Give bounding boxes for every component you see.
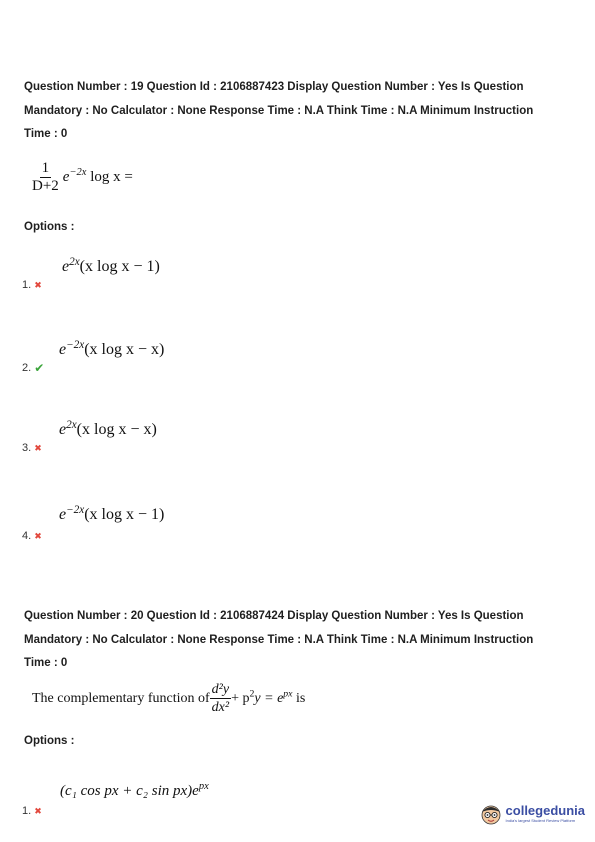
q20-fraction bbox=[210, 681, 231, 716]
q20-text-end: is bbox=[292, 690, 306, 706]
q19-option-2-number: 2. bbox=[22, 362, 32, 374]
q19-option-4[interactable] bbox=[22, 530, 42, 542]
q19-expr-rest: log x = bbox=[86, 169, 133, 185]
logo-tagline: India's largest Student Review Platform bbox=[505, 818, 576, 823]
q20-option-1-expression bbox=[60, 783, 209, 800]
q19-option-4-base: e bbox=[59, 506, 67, 523]
q20-text-p-exponent: 2 bbox=[249, 688, 255, 700]
wrong-mark-icon: ✖ bbox=[34, 530, 42, 541]
q19-option-4-exponent: −2x bbox=[66, 503, 85, 516]
q20-options-label: Options : bbox=[24, 735, 75, 747]
q20-option-1-number: 1. bbox=[22, 805, 32, 817]
q20-text-y: y = e bbox=[254, 690, 284, 706]
q20-text-before: The complementary function of bbox=[32, 690, 210, 706]
q19-fraction bbox=[30, 160, 61, 195]
q19-option-1-base: e bbox=[62, 258, 70, 275]
q20-question-text bbox=[32, 681, 305, 716]
q19-fraction-numerator: 1 bbox=[41, 160, 50, 176]
q19-expr-base: e bbox=[62, 169, 70, 185]
wrong-mark-icon: ✖ bbox=[34, 805, 42, 816]
q20-option-1-body: (c₁ cos px + c₂ sin px)e bbox=[60, 783, 199, 799]
q19-option-4-number: 4. bbox=[22, 530, 32, 542]
q19-option-2[interactable] bbox=[22, 361, 44, 375]
q19-option-3-expression bbox=[59, 418, 157, 439]
q20-option-1[interactable] bbox=[22, 805, 42, 817]
q19-option-3-base: e bbox=[59, 421, 67, 438]
q19-fraction-denominator: D+2 bbox=[32, 178, 59, 194]
q20-option-1-exponent: px bbox=[198, 781, 209, 793]
q19-meta bbox=[24, 76, 584, 147]
mascot-icon bbox=[480, 802, 502, 826]
collegedunia-logo[interactable] bbox=[480, 802, 585, 826]
q20-text-p: + p bbox=[231, 690, 250, 706]
check-mark-icon: ✔ bbox=[34, 361, 45, 375]
q19-option-3-exponent: 2x bbox=[66, 418, 77, 431]
q19-question-expression bbox=[30, 160, 133, 195]
q19-option-2-body: (x log x − x) bbox=[84, 341, 165, 358]
q19-meta-line1: Question Number : 19 Question Id : 2106887423 Display Question Number : Yes Is Question bbox=[24, 81, 524, 93]
q19-option-3[interactable] bbox=[22, 442, 42, 454]
q19-meta-line3: Time : 0 bbox=[24, 128, 68, 140]
q20-fraction-denominator: dx² bbox=[211, 700, 230, 715]
q20-meta-line1: Question Number : 20 Question Id : 2106887424 Display Question Number : Yes Is Question bbox=[24, 610, 524, 622]
q19-option-1-expression bbox=[62, 255, 160, 276]
q20-meta bbox=[24, 605, 584, 676]
q19-expr-body bbox=[63, 169, 133, 186]
q19-option-3-body: (x log x − x) bbox=[76, 421, 157, 438]
logo-name: collegedunia bbox=[505, 803, 585, 818]
q19-option-1-body: (x log x − 1) bbox=[79, 258, 160, 275]
q19-option-1-exponent: 2x bbox=[69, 255, 80, 268]
q20-text-exponent: px bbox=[283, 688, 293, 700]
q19-option-1[interactable] bbox=[22, 279, 42, 291]
logo-text bbox=[506, 804, 585, 824]
q19-option-2-expression bbox=[59, 338, 165, 359]
q20-text-rest bbox=[231, 688, 306, 707]
q19-option-2-base: e bbox=[59, 341, 67, 358]
q20-meta-line2: Mandatory : No Calculator : None Response Time : N.A Think Time : N.A Minimum Instruction bbox=[24, 633, 534, 646]
q19-option-2-exponent: −2x bbox=[66, 338, 85, 351]
q19-meta-line2: Mandatory : No Calculator : None Response Time : N.A Think Time : N.A Minimum Instruction bbox=[24, 104, 534, 117]
wrong-mark-icon: ✖ bbox=[34, 442, 42, 453]
q19-option-4-expression bbox=[59, 503, 165, 524]
q20-fraction-numerator: d²y bbox=[211, 682, 230, 697]
q19-options-label: Options : bbox=[24, 221, 75, 233]
q19-expr-exponent: −2x bbox=[69, 167, 87, 179]
wrong-mark-icon: ✖ bbox=[34, 279, 42, 290]
q20-meta-line3: Time : 0 bbox=[24, 657, 68, 669]
q19-option-1-number: 1. bbox=[22, 279, 32, 291]
q19-option-4-body: (x log x − 1) bbox=[84, 506, 165, 523]
q19-option-3-number: 3. bbox=[22, 442, 32, 454]
